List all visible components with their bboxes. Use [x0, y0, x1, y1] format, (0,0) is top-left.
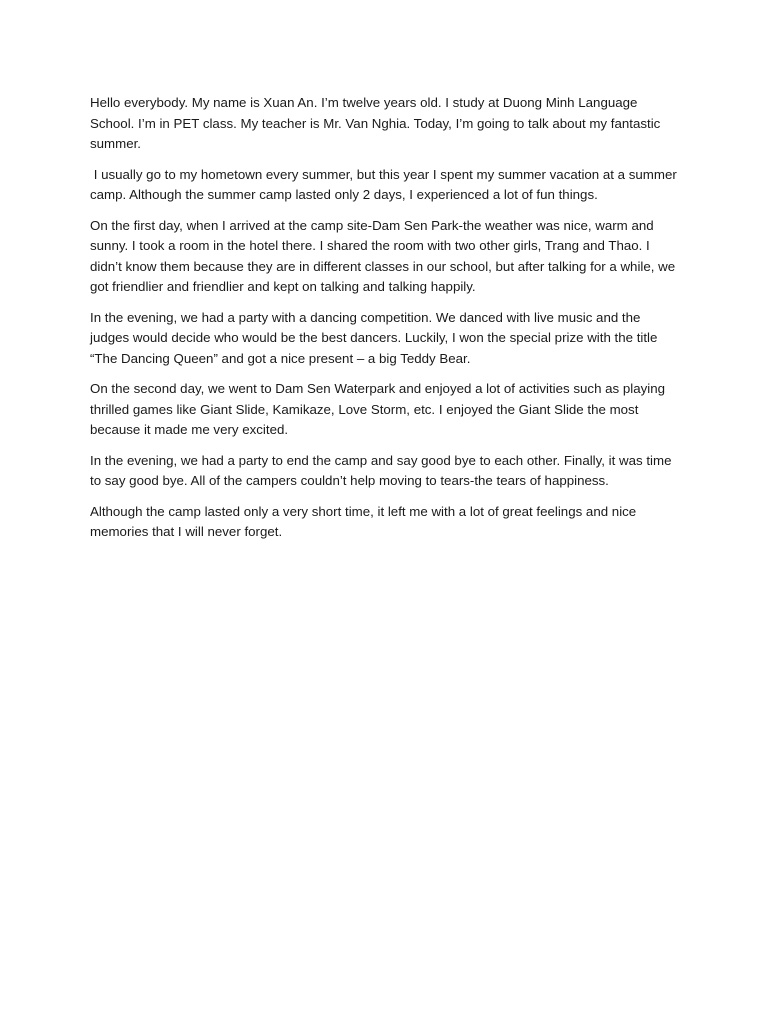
paragraph-second-day: On the second day, we went to Dam Sen Waterpark and enjoyed a lot of activities such as playing thrilled games like Giant Slide, Kamikaze, Love Storm, etc. I enjoyed the Giant Slide the most because it made me very excited.: [90, 381, 669, 437]
paragraph-first-day: On the first day, when I arrived at the camp site-Dam Sen Park-the weather was nice, warm and sunny. I took a room in the hotel there. I shared the room with two other girls, Trang and Thao. I didn’t know them because they are in different classes in our school, but after talking for a while, we got friendlier and friendlier and kept on talking and talking happily.: [90, 217, 679, 294]
paragraph-first-evening: In the evening, we had a party with a dancing competition. We danced with live music and the judges would decide who would be the best dancers. Luckily, I won the special prize with the title “The Dancing Queen” and got a nice present – a big Teddy Bear.: [90, 309, 662, 366]
paragraph-intro: Hello everybody. My name is Xuan An. I’m twelve years old. I study at Duong Minh Language School. I’m in PET class. My teacher is Mr. Van Nghia. Today, I’m going to talk about my fantastic summer.: [90, 95, 664, 151]
paragraph-conclusion: Although the camp lasted only a very short time, it left me with a lot of great feelings and nice memories that I will never forget.: [90, 503, 640, 539]
document-body: [90, 93, 682, 553]
paragraph-second-evening: In the evening, we had a party to end the camp and say good bye to each other. Finally, it was time to say good bye. All of the campers couldn’t help moving to tears-the tears of happiness.: [90, 452, 676, 488]
paragraph-summer-camp: I usually go to my hometown every summer, but this year I spent my summer vacation at a summer camp. Although the summer camp lasted only 2 days, I experienced a lot of fun things.: [90, 166, 681, 202]
